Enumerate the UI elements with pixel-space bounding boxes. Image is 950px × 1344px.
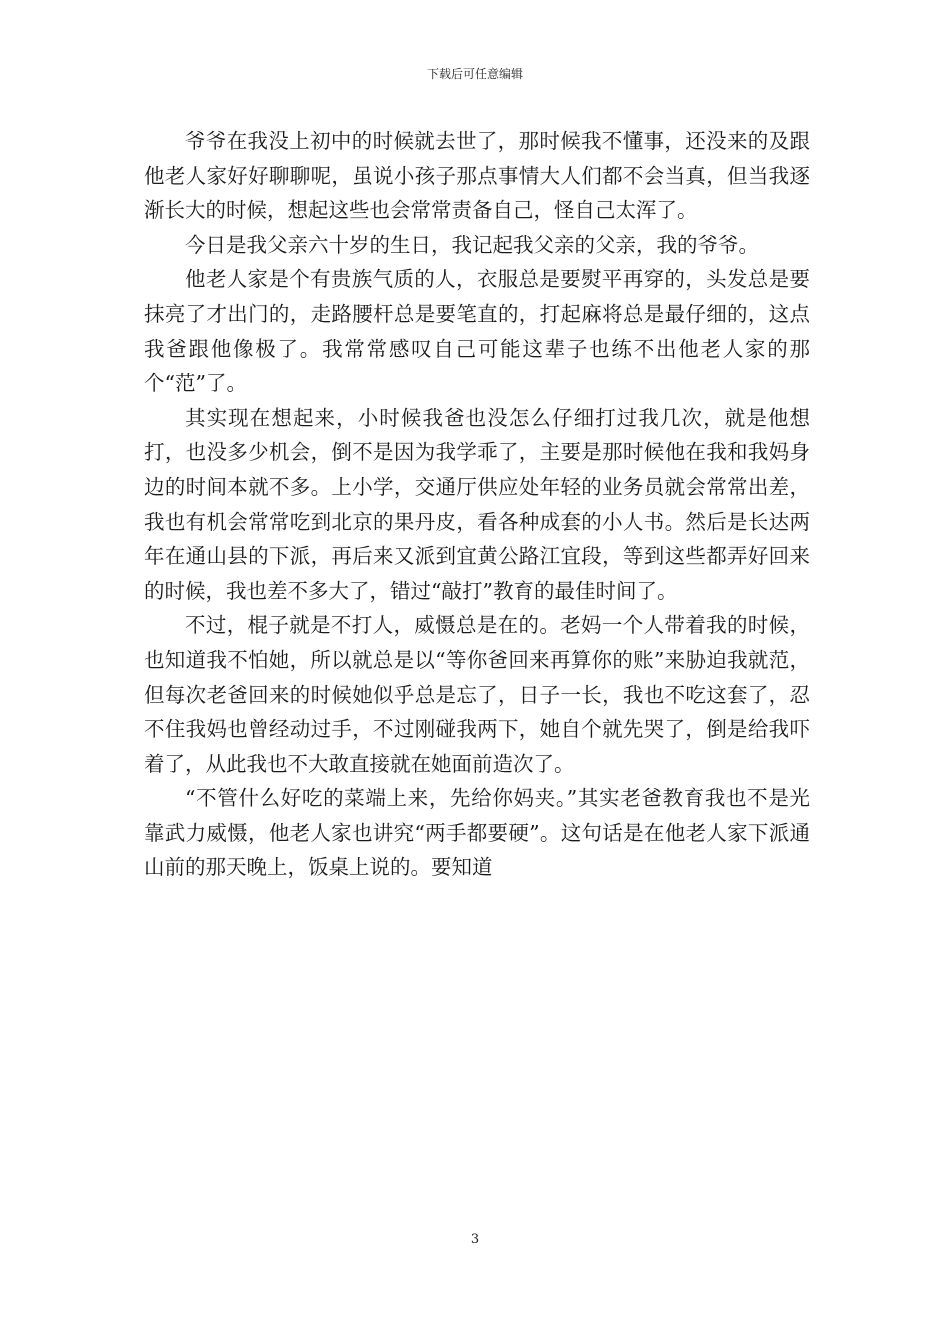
paragraph-1: 爷爷在我没上初中的时候就去世了，那时候我不懂事，还没来的及跟他老人家好好聊聊呢，虽说小孩子那点事情大人们都不会当真，但当我逐渐长大的时候，想起这些也会常常责备自己，怪自己太浑了。: [144, 129, 810, 223]
paragraph-3: 他老人家是个有贵族气质的人，衣服总是要熨平再穿的，头发总是要抹亮了才出门的，走路腰杆总是要笔直的，打起麻将总是最仔细的，这点我爸跟他像极了。我常常感叹自己可能这辈子也练不出他老人家的那个“范”了。: [144, 267, 810, 396]
document-body: [144, 124, 810, 885]
paragraph-6: “不管什么好吃的菜端上来，先给你妈夹。”其实老爸教育我也不是光靠武力威慑，他老人家也讲究“两手都要硬”。这句话是在他老人家下派通山前的那天晚上，饭桌上说的。要知道: [144, 786, 810, 880]
paragraph-5: 不过，棍子就是不打人，威慑总是在的。老妈一个人带着我的时候，也知道我不怕她，所以就总是以“等你爸回来再算你的账”来胁迫我就范，但每次老爸回来的时候她似乎总是忘了，日子一长，我也不吃这套了，忍不住我妈也曾经动过手，不过刚碰我两下，她自个就先哭了，倒是给我吓着了，从此我也不大敢直接就在她面前造次了。: [144, 613, 810, 776]
page-header-note: 下载后可任意编辑: [426, 67, 523, 81]
page-number: 3: [470, 1232, 480, 1247]
paragraph-4: 其实现在想起来，小时候我爸也没怎么仔细打过我几次，就是他想打，也没多少机会，倒不是因为我学乖了，主要是那时候他在我和我妈身边的时间本就不多。上小学，交通厅供应处年轻的业务员就会常常出差，我也有机会常常吃到北京的果丹皮，看各种成套的小人书。然后是长达两年在通山县的下派，再后来又派到宜黄公路江宜段，等到这些都弄好回来的时候，我也差不多大了，错过“敲打”教育的最佳时间了。: [144, 405, 810, 603]
paragraph-2: 今日是我父亲六十岁的生日，我记起我父亲的父亲，我的爷爷。: [185, 232, 759, 257]
